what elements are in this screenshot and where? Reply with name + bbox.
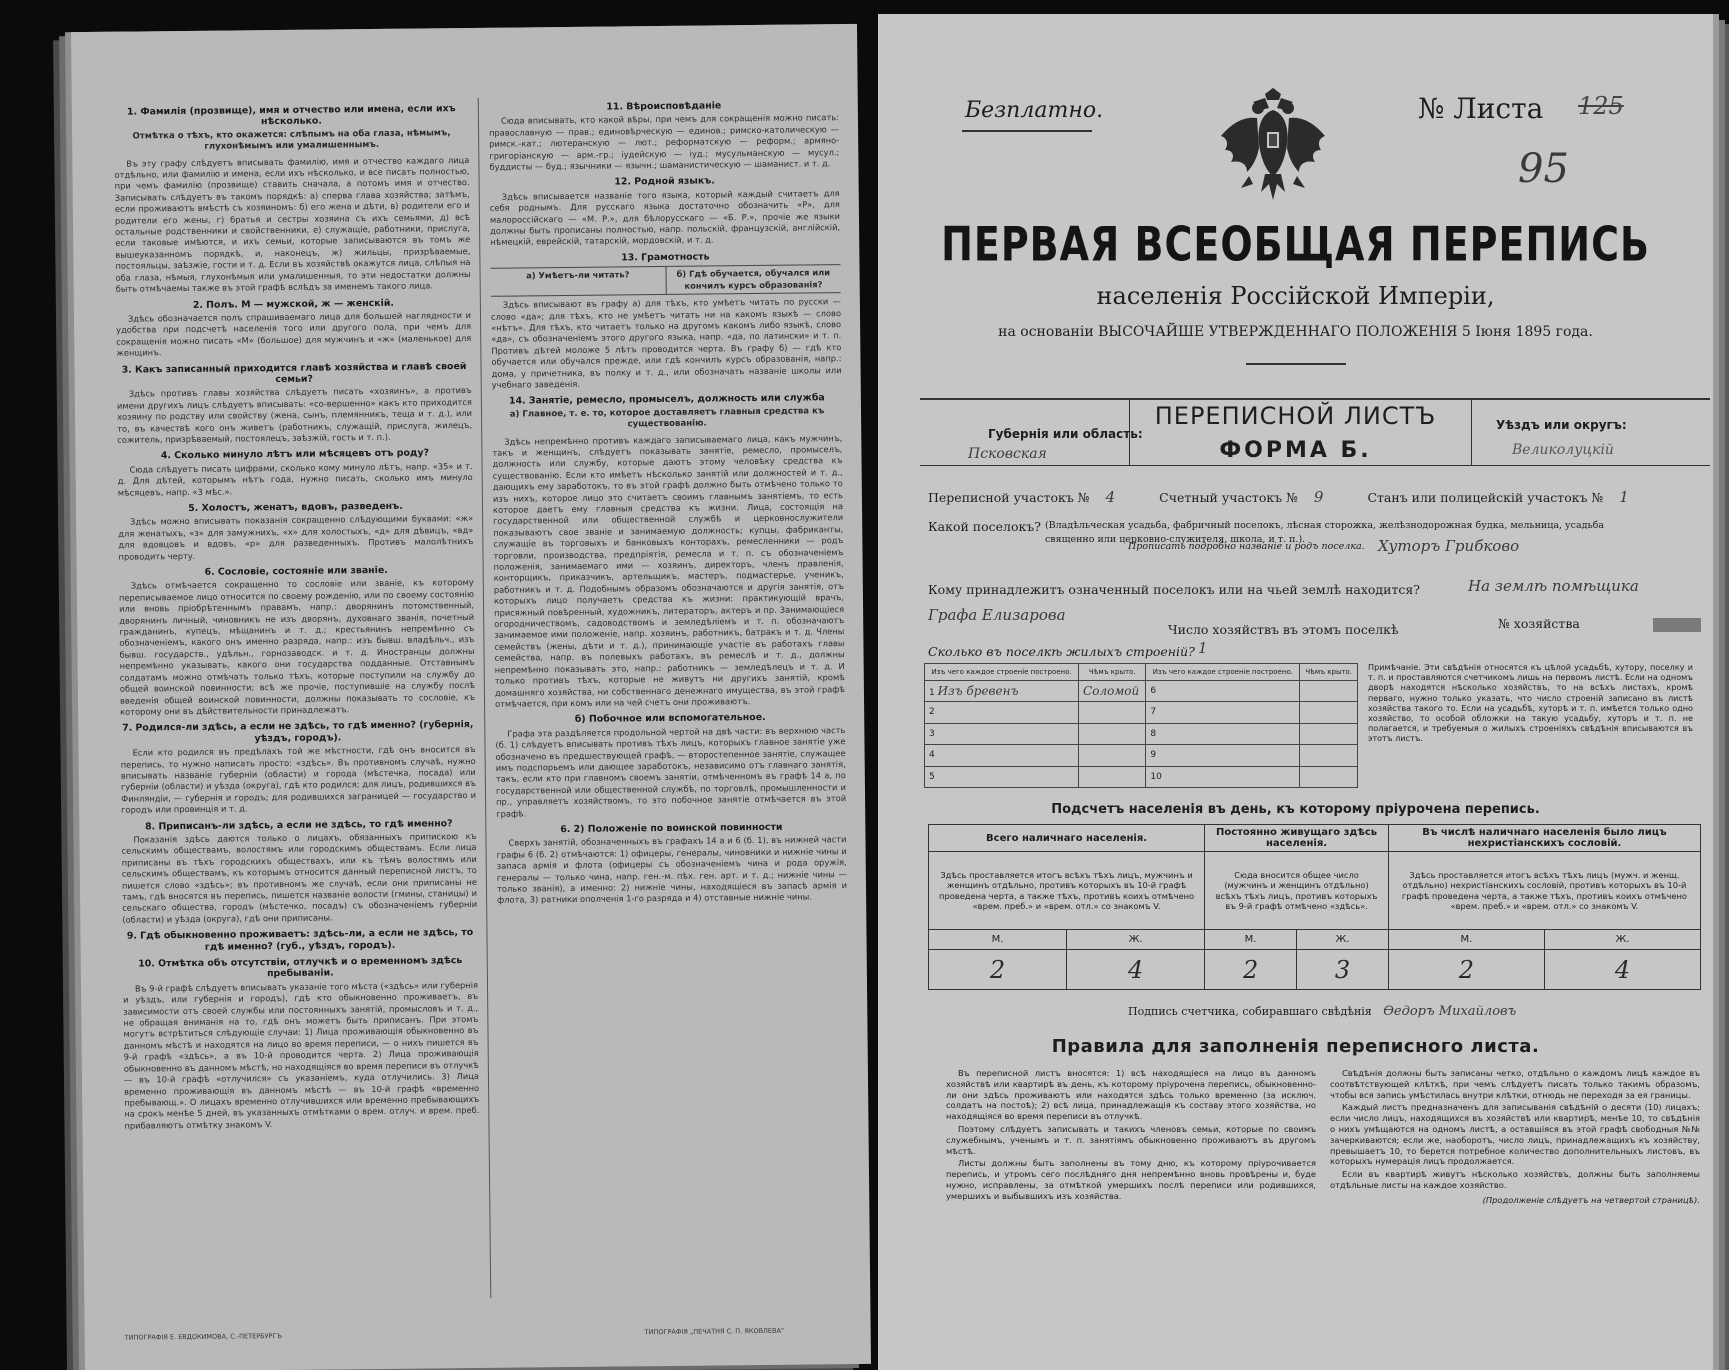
section-heading: 7. Родился-ли здѣсь, а если не здѣсь, то гдѣ именно? (губернія, уѣздъ, городъ). (122, 719, 474, 744)
households-label: Число хозяйствъ въ этомъ поселкѣ (1168, 622, 1399, 637)
perepisnoy-value: 4 (1105, 488, 1116, 506)
buildings-value: 1 (1198, 639, 1208, 657)
section-note: а) Главное, т. е. то, которое доставляетъ главныя средства къ существованію. (509, 406, 825, 430)
sheet-number-handwritten: 95 (1518, 146, 1569, 192)
section-heading: 13. Грамотность (621, 251, 710, 264)
section-heading: 6. 2) Положеніе по воинской повинности (560, 821, 783, 836)
row1-material: Изъ бревенъ (937, 683, 1019, 698)
population-count-table (928, 824, 1701, 990)
section-heading: 5. Холостъ, женатъ, вдовъ, разведенъ. (188, 500, 403, 514)
rules-title: Правила для заполненія переписного листа. (1051, 1036, 1540, 1057)
rules-column-1: Въ переписной листъ вносятся: 1) всѣ находящіеся на лицо въ данномъ хозяйствѣ или квартирѣ въ день, къ которому пріурочена перепись, обыкновенно-ли они здѣсь проживаютъ или находятся здѣсь только временно (за исключ. солдатъ на постоѣ); 2) всѣ лица, принадлежащія къ составу этого хозяйства, но находящіяся во время переписи въ отлучкѣ. Поэтому слѣдуетъ записывать и такихъ членовъ семьи, которые по своимъ служебнымъ, ученымъ и т. п. занятіямъ обыкновенно проживаютъ въ другомъ мѣстѣ. Листы должны быть заполнены въ тому дню, къ которому пріурочивается перепись, и утромъ сего послѣдняго дня непремѣнно вновь провѣрены и, буде нужно, исправлены, за отмѣткой умершихъ послѣ переписи или родившихся, умершихъ и выбывшихъ изъ хозяйства. (946, 1068, 1316, 1201)
form-name: ФОРМА Б. (1219, 438, 1372, 463)
section-heading: 12. Родной языкъ. (614, 175, 715, 188)
rules-column-2: Свѣдѣнія должны быть записаны четко, отдѣльно о каждомъ лицѣ каждое въ соотвѣтствующей клѣткѣ, при чемъ слѣдуетъ писать только такимъ образомъ, чтобы вся запись умѣстилась внутри клѣтки, отнюдь не переходя за ея границы. Каждый листъ предназначенъ для записыванія свѣдѣній о десяти (10) лицахъ; если число лицъ, находящихся въ хозяйствѣ или квартирѣ, менѣе 10, то свѣдѣнія о нихъ умѣщаются на одномъ листѣ, а оставшіяся въ этой графѣ свободныя №№ зачеркиваются; если же, наоборотъ, число лицъ, принадлежащихъ къ хозяйству, превышаетъ 10, то берется потребное количество дополнительныхъ листовъ, въ которыхъ нумерація лицъ продолжается. Если въ квартирѣ живутъ нѣсколько хозяйствъ, должны быть заполняемы отдѣльные листы на каждое хозяйство. (Продолженіе слѣдуетъ на четвертой страницѣ). (1330, 1068, 1700, 1205)
district-line (928, 488, 1629, 506)
total-present-header: Всего наличнаго населенія. (929, 825, 1205, 852)
poselok-instruction: Прописать подробно названіе и родъ поселка. (1128, 541, 1365, 552)
owner-value-2: Графа Елизарова (928, 606, 1066, 624)
male-label: М. (1388, 930, 1544, 950)
table-row: 2 7 (925, 702, 1358, 723)
section-text: Здѣсь можно вписывать показанія сокращенно слѣдующими буквами: «ж» для женатыхъ, «з» для замужнихъ, «х» для холостыхъ, «д» для дѣвицъ, «вд» для вдовцовъ и вдовъ, «р» для разведенныхъ. Противъ малолѣтнихъ проводить черту. (118, 513, 474, 562)
section-text: Здѣсь отмѣчается сокращенно то сословіе или званіе, къ которому переписываемое лицо относится по своему рожденію, или по своему состоянію или вновь пріобрѣтеннымъ правамъ, напр.: дворянинъ потомственный, дворянинъ личный, чиновникъ не изъ дворянъ, духовнаго званія, почетный гражданинъ, купецъ, мѣщанинъ и т. д.; крестьянинъ непремѣнно съ обозначеніемъ, какого онъ именно разряда, напр.: изъ бывш. владѣльч., изъ бывш. государств., удѣльн., горнозаводск. и т. д. Иностранцы должны непремѣнно указывать, какого они государства подданные. Отставнымъ солдатамъ можно отмѣчать только тѣхъ, которые поступили на службу до общей воинской повинности; всѣ же прочіе, поступившіе на службу послѣ введенія общей воинской повинности, должны показывать то сословіе, къ которому они въ дѣйствительности принадлежатъ. (118, 577, 476, 717)
sheet-number-label: № Листа (1418, 92, 1544, 125)
section-heading: 3. Какъ записанный приходится главѣ хозяйства и главѣ своей семьи? (121, 360, 467, 385)
stan-label: Станъ или полицейскій участокъ № (1367, 490, 1604, 505)
total-present-desc: Здѣсь проставляется итогъ всѣхъ тѣхъ лицъ, мужчинъ и женщинъ отдѣльно, противъ которыхъ въ 10-й графѣ проведена черта, а также тѣхъ, противъ коихъ отмѣчено «врем. преб.» и «врем. отл.» со знакомъ V. (929, 852, 1205, 930)
roof-header-2: Чѣмъ крыто. (1300, 664, 1358, 681)
section-heading: б) Побочное или вспомогательное. (574, 712, 766, 726)
poselok-value: Хуторъ Грибково (1378, 537, 1520, 555)
owner-label: Кому принадлежитъ означенный поселокъ или на чьей землѣ находится? (928, 582, 1420, 597)
section-text: Графа эта раздѣляется продольной чертой на двѣ части: въ верхнюю часть (б. 1) слѣдуетъ вписывать противъ тѣхъ лицъ, которыхъ главное занятіе уже обозначено въ предшествующей графѣ, — второстепенное занятіе, служащее имъ подспорьемъ или дающее заработокъ, независимо отъ главнаго занятія, такъ, если кто при главномъ своемъ занятіи, отмѣченномъ въ графѣ 14 а, по государственной или общественной службѣ, по торговлѣ, промышленности и пр., управляетъ хозяйствомъ, то это побочное занятіе отмѣчается въ этой графѣ. (495, 724, 847, 819)
female-label: Ж. (1297, 930, 1389, 950)
table-row: 3 8 (925, 723, 1358, 744)
printer-footer-right: ТИПОГРАФІЯ „ПЕЧАТНЯ С. П. ЯКОВЛЕВА“ (644, 1326, 785, 1337)
section-text: Показанія здѣсь даются только о лицахъ, обязанныхъ припискою къ сельскимъ обществамъ, волостямъ или городскимъ обществамъ. Если лица приписаны въ тѣхъ городскихъ обществахъ, или къ тѣмъ волостямъ или сельскимъ обществамъ, къ которымъ относится данный переписной листъ, то пишется слово «здѣсь»; въ противномъ же случаѣ, если они приписаны не тамъ, гдѣ вносятся въ перепись, пишется названіе волости (гмины, станицы) и сельскаго общества, городъ (мѣстечко, посадъ) съ обозначеніемъ губерніи (области) и уѣзда (округа), гдѣ они приписаны. (121, 830, 478, 925)
nonchristian-male-value: 2 (1388, 950, 1544, 990)
signature-label: Подпись счетчика, собиравшаго свѣдѣнія (1128, 1005, 1372, 1018)
section-text: Въ 9-й графѣ слѣдуетъ вписывать указаніе того мѣста («здѣсь» или губернія и уѣздъ, или губернія и городъ), гдѣ кто обыкновенно проживаетъ, въ зависимости отъ своей службы или постоянныхъ занятій, промысловъ и т. д., не обращая вниманія на то, гдѣ онъ можетъ быть приписанъ. При этомъ могутъ встрѣтиться слѣдующіе случаи: 1) Лица проживающія обыкновенно въ данномъ мѣстѣ и находятся на лицо во время переписи, — о нихъ пишется въ 9-й графѣ «здѣсь», а въ 10-й проводится черта. 2) Лица проживающія обыкновенно въ данномъ мѣстѣ, но находящіяся во время переписи въ отлучкѣ — въ 10-й графѣ «отлучился» съ указаніемъ, куда отлучились. 3) Лица временно проживающія въ данномъ мѣстѣ — въ 10-й графѣ «временно пребывающ.». О лицахъ временно отлучившихся или временно пребывающихъ на срокъ менѣе 5 дней, въ указанныхъ отмѣтками о врем. отлуч. и врем. преб. прибавляютъ отмѣтку знакомъ V. (123, 979, 480, 1131)
literacy-sub-b: б) Гдѣ обучается, обучался или кончилъ курсъ образованія? (676, 267, 831, 291)
buildings-table (924, 663, 1358, 788)
permanent-desc: Сюда вносится общее число (мужчинъ и женщинъ отдѣльно) всѣхъ тѣхъ лицъ, противъ которыхъ въ 9-й графѣ отмѣчено «здѣсь». (1205, 852, 1389, 930)
population-count-title: Подсчетъ населенія въ день, къ которому пріурочена перепись. (1051, 802, 1540, 817)
table-row: 4 9 (925, 745, 1358, 766)
section-note: Отмѣтка о тѣхъ, кто окажется: слѣпымъ на оба глаза, нѣмымъ, глухонѣмымъ или умалишеннымъ. (132, 127, 451, 152)
buildings-note: Примѣчаніе. Эти свѣдѣнія относятся къ цѣлой усадьбѣ, хутору, поселку и т. п. и проставляются счетчикомъ лишь на первомъ листѣ. Если на одномъ дворѣ находятся нѣсколько хозяйствъ, то на всѣхъ листахъ, кромѣ перваго, нужно только указать, что число строеній записано въ листѣ хозяйства такого то. Если на усадьбѣ, хуторѣ и т. п. имѣется только одно хозяйство, то особой обложки на такую усадьбу, хуторъ и т. п. не полагается, и требуемыя о жилыхъ строеніяхъ свѣдѣнія вписываются въ этотъ листъ. (1368, 662, 1693, 744)
section-heading: 14. Занятіе, ремесло, промыселъ, должность или служба (508, 392, 825, 407)
permanent-male-value: 2 (1205, 950, 1297, 990)
non-christian-desc: Здѣсь проставляется итогъ всѣхъ тѣхъ лицъ (мужч. и женщ. отдѣльно) нехристіанскихъ сословій, противъ которыхъ въ 10-й графѣ проведена черта, а также тѣхъ, противъ коихъ отмѣчено «врем. преб.» и «врем. отл.» со знакомъ V. (1388, 852, 1700, 930)
poselok-label: Какой поселокъ? (928, 519, 1041, 534)
section-heading: 1. Фамилія (прозвище), имя и отчество или имена, если ихъ нѣсколько. (126, 103, 456, 128)
signature-value: Ѳедоръ Михайловъ (1383, 1004, 1517, 1019)
section-heading: 8. Приписанъ-ли здѣсь, а если не здѣсь, то гдѣ именно? (145, 817, 453, 832)
left-page (71, 24, 871, 1370)
section-text: Здѣсь обозначается полъ спрашиваемаго лица для большей наглядности и удобства при подсчетѣ населенія того или другого пола, при чемъ для сокращенія можно писать «М» (большое) для мужчинъ и «ж» (маленькое) для женщинъ. (116, 309, 472, 358)
uezd-value: Великолуцкій (1512, 442, 1614, 458)
female-label: Ж. (1067, 930, 1205, 950)
section-heading: 10. Отмѣтка объ отсутствіи, отлучкѣ и о временномъ здѣсь пребываніи. (138, 955, 463, 980)
material-header-2: Изъ чего каждое строеніе построено. (1146, 664, 1300, 681)
material-header: Изъ чего каждое строеніе построено. (925, 664, 1079, 681)
subtitle: населенія Россійской Имперіи, (1096, 282, 1495, 310)
column-divider (478, 98, 492, 1298)
permanent-header: Постоянно живущаго здѣсь населенія. (1205, 825, 1389, 852)
instructions-column-2 (489, 94, 852, 1313)
imperial-eagle-crest-icon (1213, 88, 1333, 213)
permanent-female-value: 3 (1297, 950, 1389, 990)
total-male-value: 2 (929, 950, 1067, 990)
roof-header: Чѣмъ крыто. (1079, 664, 1146, 681)
gubernia-value: Псковская (968, 446, 1047, 462)
right-page (878, 14, 1713, 1370)
form-list-title: ПЕРЕПИСНОЙ ЛИСТЪ (1154, 402, 1437, 430)
section-text: Здѣсь вписывают въ графу а) для тѣхъ, кто умѣетъ читать по русски — слово «да»; для тѣхъ, кто не умѣетъ читать ни на какомъ языкѣ — слово «нѣтъ». Для тѣхъ, кто читаетъ только на другомъ какомъ либо языкѣ, слово «да», съ обозначеніемъ этого другого языка, напр. «да, по латински» и т. п. Противъ дѣтей моложе 5 лѣтъ проводится черта. Въ графу б) — гдѣ кто обучается или обучался прежде, или гдѣ кончилъ курсъ образованія, напр.: дома, у причетника, въ полку и т. д., или обозначать названіе школы или учебнаго заведенія. (490, 296, 842, 390)
section-heading: 2. Полъ. М — мужской, ж — женскій. (192, 297, 394, 311)
section-text: Здѣсь непремѣнно противъ каждаго записываемаго лица, какъ мужчинъ, такъ и женщинъ, слѣдуетъ показывать занятіе, ремесло, промыселъ, должность или службу, которые даютъ этому человѣку средства къ существованію. Если кто имѣетъ нѣсколько занятій или должностей и т. д., дающихъ ему заработокъ, то въ этой графѣ должно быть отмѣчено только то изъ нихъ, которое лицо это считаетъ своимъ главнымъ занятіемъ, то есть которое даетъ ему главныя средства къ жизни. Лица, состоящія на государственной или общественной службѣ и церковнослужители показываютъ свое званіе и занимаемую должность; купцы, фабриканты, служащіе въ торговыхъ и банковыхъ конторахъ, ремесленники — родъ торговли, производства, предпріятія, ремесла и т. п. съ обозначеніемъ положенія, занимаемаго ими — хозяинъ, директоръ, членъ правленія, конторщикъ, приказчикъ, артельщикъ, мастеръ, подмастерье, ученикъ, работникъ и т. д. Подобнымъ образомъ обозначаются и другія занятія, отъ которыхъ лицо получаетъ средства къ жизни: практикующій врачъ, присяжный повѣренный, художникъ, литераторъ, актеръ и пр. Занимающіеся огородничествомъ, садоводствомъ и земледѣліемъ и т. п. обозначаютъ занимаемое ими положеніе, напр. хозяинъ, работникъ, батракъ и т. д. Члены семействъ (жены, дѣти и т. д.), принимающіе участіе въ работахъ главы семейства, напр. въ полевыхъ работахъ, въ ремеслѣ и т. д., должны непремѣнно показывать это, напр.: работникъ — земледѣлецъ и т. д. И только противъ тѣхъ, которые не живутъ ни другихъ занятій, кромѣ домашняго хозяйства, ни собственнаго денежнаго имущества, въ этой графѣ отмѣчается, при комъ или на чей счетъ они проживаютъ. (492, 432, 845, 709)
free-underline (962, 130, 1092, 132)
owner-value: На землѣ помѣщика (1468, 577, 1639, 595)
section-heading: 6. Сословіе, состояніе или званіе. (204, 564, 388, 578)
poselok-hint: (Владѣльческая усадьба, фабричный поселокъ, лѣсная сторожка, желѣзнодорожная будка, мельница, усадьба священно или церковно-служителя, школа, и т. п.). (1044, 520, 1605, 545)
male-label: М. (929, 930, 1067, 950)
schetny-value: 9 (1313, 488, 1324, 506)
section-text: Сюда слѣдуетъ писать цифрами, сколько кому минуло лѣтъ, напр. «35» и т. д. Для дѣтей, которымъ нѣтъ года, нужно писать, сколько имъ минуло мѣсяцевъ, напр. «3 мѣс.». (117, 460, 473, 498)
household-number-label: № хозяйства (1498, 616, 1580, 631)
sheet-number-value: 125 (1578, 92, 1624, 120)
section-text: Сверхъ занятій, обозначенныхъ въ графахъ 14 а и 6 (б. 1), въ нижней части графы 6 (б. 2) отмѣчаются: 1) офицеры, генералы, чиновники и нижніе чины и запаса армія и флота (офицеры съ обозначеніемъ чина и рода оружія, генералы — только чина, напр. ген.-м. пѣх. ген. арт. и т. д.; нижніе чины — только званія), а именно: 2) нижніе чины, находящіеся въ запасѣ армія и флота, 3) ратники ополченія 1-го разряда и 4) отставные нижніе чины. (496, 834, 848, 906)
total-female-value: 4 (1067, 950, 1205, 990)
household-number-redacted (1653, 618, 1701, 632)
literacy-subheaders (490, 264, 840, 296)
signature-line (1128, 1004, 1516, 1019)
gubernia-label: Губернія или область: (988, 427, 1143, 441)
stan-value: 1 (1619, 488, 1629, 506)
non-christian-header: Въ числѣ наличнаго населенія было лицъ нехристіанскихъ сословій. (1388, 825, 1700, 852)
section-text: Здѣсь противъ главы хозяйства слѣдуетъ писать «хозяинъ», а противъ имени другихъ лицъ слѣдуетъ вписывать: «со-вершенно» какъ кто приходится хозяину по родству или свойству (жена, сынъ, племянникъ, теща и т. д.), или то, въ качествѣ кого онъ живетъ (работникъ, служащій, прислуга, жилецъ, сожитель, призрѣваемый, постоялецъ, заѣзжій, гость и т. п.). (116, 385, 473, 445)
page-title: ПЕРВАЯ ВСЕОБЩАЯ ПЕРЕПИСЬ (941, 216, 1650, 272)
section-text: Сюда вписывать, кто какой вѣры, при чемъ для сокращенія можно писать: православную — прав.; единовѣрческую — единов.; римско-католическую — римск.-кат.; лютеранскую — лют.; реформатскую — реформ.; армяно-григоріанскую — арм.-гр.; іудейскую — іуд.; мусульманскую — мусул.; буддисты — буд.; язычники — язычн.; шаманистическую — шаманист. и т. д. (489, 112, 840, 172)
printer-footer-left: ТИПОГРАФІЯ Е. ЕВДОКИМОВА, С.-ПЕТЕРБУРГЪ (124, 1332, 282, 1342)
row1-roof: Соломой (1079, 680, 1146, 701)
uezd-label: Уѣздъ или округъ: (1496, 418, 1627, 432)
perepisnoy-label: Переписной участокъ № (928, 490, 1090, 505)
section-heading: 9. Гдѣ обыкновенно проживаетъ: здѣсь-ли, а если не здѣсь, то гдѣ именно? (губ., уѣздъ, городъ). (126, 927, 474, 953)
section-text: Если кто родился въ предѣлахъ той же мѣстности, гдѣ онъ вносится въ перепись, то нужно написать просто: «здѣсь». Въ противномъ случаѣ, нужно вписывать названіе губерніи (области) и города (мѣстечка, посада) или губерніи (области) и уѣзда (округа), гдѣ кто родился; для лицъ, родившихся въ Финляндіи, — губернія и городъ; для родившихся заграницей — государство и городъ или провинція и т. д. (120, 744, 477, 815)
free-label: Безплатно. (965, 98, 1104, 123)
section-text: Въ эту графу слѣдуетъ вписывать фамилію, имя и отчество каждаго лица отдѣльно, или фамилію и имена, если ихъ нѣсколько, и все писать полностью, при чемъ фамилію (прозвище) ставить сначала, а потомъ имя и отчество. Записывать слѣдуетъ въ такомъ порядкѣ: а) сперва глава хозяйства; затѣмъ, если проживаютъ вмѣстѣ съ хозяиномъ: б) его жена и дѣти, в) родители его и родители его жены, г) братья и сестры хозяина съ ихъ семьями, д) всѣ остальные родственники и свойственники, е) служащіе, работники, прислуга, если таковые имѣются, и ихъ семьи, которые записываются въ томъ же вышеуказанномъ порядкѣ, и, наконецъ, ж) жильцы, призрѣваемые, постояльцы, заѣзжіе, гости и т. д. Если въ хозяйствѣ окажутся лица, слѣпыя на оба глаза, нѣмыя, глухонѣмыя или умалишенныя, то эти недостатки должны быть отмѣчаемы также въ этой графѣ вслѣдъ за именемъ такого лица. (114, 154, 471, 294)
divider (1246, 363, 1346, 365)
section-heading: 11. Вѣроисповѣданіе (606, 100, 722, 113)
female-label: Ж. (1544, 930, 1700, 950)
buildings-label: Сколько въ поселкѣ жилыхъ строеній? (928, 644, 1195, 659)
table-row: 1 Изъ бревенъ Соломой 6 (925, 680, 1358, 701)
literacy-sub-a: а) Умѣетъ-ли читать? (491, 267, 667, 296)
section-text: Здѣсь вписывается названіе того языка, который каждый считаетъ для себя роднымъ. Для русскаго языка достаточно обозначить «Р», для малороссійскаго — «М. Р.», для бѣлорусскаго — «Б. Р.», прочіе же языки должны быть прописаны полностью, напр. польскій, французскій, англійскій, нѣмецкій, еврейскій, татарскій, мордовскій, и т. д. (489, 187, 841, 248)
section-heading: 4. Сколько минуло лѣтъ или мѣсяцевъ отъ роду? (160, 447, 430, 462)
nonchristian-female-value: 4 (1544, 950, 1700, 990)
subtitle-decree: на основаніи ВЫСОЧАЙШЕ УТВЕРЖДЕННАГО ПОЛОЖЕНІЯ 5 Іюня 1895 года. (998, 324, 1593, 340)
schetny-label: Счетный участокъ № (1159, 490, 1298, 505)
instructions-column-1 (114, 98, 482, 1317)
table-row: 5 10 (925, 766, 1358, 788)
male-label: М. (1205, 930, 1297, 950)
continued-note: (Продолженіе слѣдуетъ на четвертой страницѣ). (1482, 1194, 1700, 1205)
